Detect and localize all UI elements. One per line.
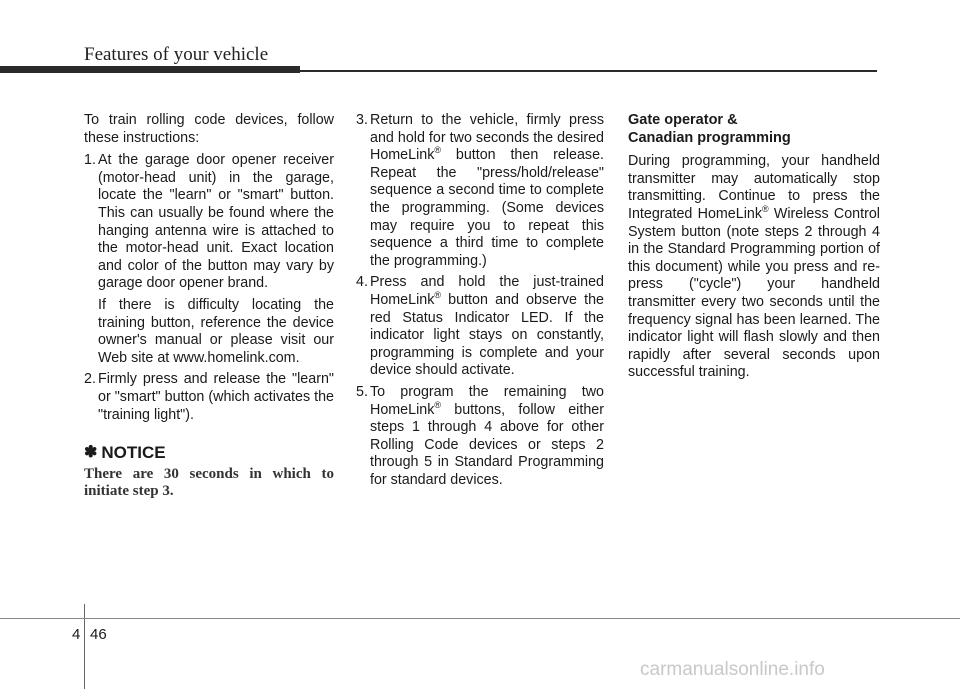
gate-text-a: During programming, your handheld transmitter may automatically stop transmitting. Continue to press the Integrated HomeLink [628, 153, 880, 222]
step-2-number: 2. [84, 371, 96, 388]
page-header-title: Features of your vehicle [84, 44, 269, 65]
column-right [628, 112, 880, 387]
step-5-text-b: buttons, follow either steps 1 through 4 above for other Rolling Code devices or steps 2 through 5 in Standard Programming for standard devices. [370, 401, 604, 488]
gate-operator-paragraph [628, 153, 880, 382]
registered-mark: ® [761, 204, 769, 215]
step-3 [356, 112, 604, 270]
step-1 [84, 152, 334, 293]
section-heading-line-2: Canadian programming [628, 129, 791, 146]
footer-horizontal-rule [0, 618, 960, 619]
watermark: carmanualsonline.info [640, 659, 825, 680]
step-1-text: At the garage door opener receiver (motor-head unit) in the garage, locate the "learn" or "smart" button. This can usually be found where the hanging antenna wire is attached to the motor-head unit. Exact location and color of the button may vary by garage door opener brand. [98, 152, 334, 292]
gate-text-b: Wireless Control System button (note steps 2 through 4 in the Standard Programming portion of this document) while you press and re-press ("cycle") your handheld transmitter every two seconds until the frequency signal has been learned. The indicator light will flash slowly and then rapidly after several seconds upon successful training. [628, 205, 880, 381]
registered-mark: ® [434, 290, 442, 301]
notice-heading [84, 444, 334, 462]
step-1-subparagraph: If there is difficulty locating the training button, reference the device owner's manual or please visit our Web site at www.homelink.com. [98, 296, 334, 366]
notice-text: There are 30 seconds in which to initiate step 3. [84, 465, 334, 500]
column-middle [356, 112, 604, 493]
step-1-number: 1. [84, 152, 96, 169]
step-3-text-b: button then release. Repeat the "press/hold/release" sequence a second time to complete the programming. (Some devices may require you to repeat this sequence a third time to complete the programming.) [370, 147, 604, 269]
notice-title: NOTICE [101, 443, 166, 463]
step-5 [356, 384, 604, 490]
column-left [84, 112, 334, 501]
header-rule-thin [300, 70, 877, 72]
step-5-number: 5. [356, 383, 368, 400]
page-number: 46 [90, 626, 107, 643]
step-4-text-a: Press and hold the just-trained HomeLink [370, 274, 604, 308]
registered-mark: ® [434, 145, 442, 156]
intro-paragraph: To train rolling code devices, follow these instructions: [84, 112, 334, 146]
registered-mark: ® [434, 399, 442, 410]
chapter-number: 4 [72, 626, 81, 643]
section-heading [628, 112, 880, 147]
step-2-text: Firmly press and release the "learn" or "smart" button (which activates the "training light"). [98, 371, 334, 423]
header-rule-thick [0, 66, 300, 73]
step-2 [84, 371, 334, 424]
asterisk-icon: ✽ [84, 444, 98, 462]
step-4-text-b: button and observe the red Status Indicator LED. If the indicator light stays on constantly, programming is complete and your device should activate. [370, 291, 604, 379]
section-heading-line-1: Gate operator & [628, 112, 738, 128]
step-3-text-a: Return to the vehicle, firmly press and hold for two seconds the desired HomeLink [370, 112, 604, 164]
step-4 [356, 274, 604, 380]
step-4-number: 4. [356, 274, 368, 291]
footer-vertical-rule [84, 604, 85, 689]
step-5-text-a: To program the remaining two HomeLink [370, 383, 604, 418]
step-3-number: 3. [356, 112, 368, 128]
